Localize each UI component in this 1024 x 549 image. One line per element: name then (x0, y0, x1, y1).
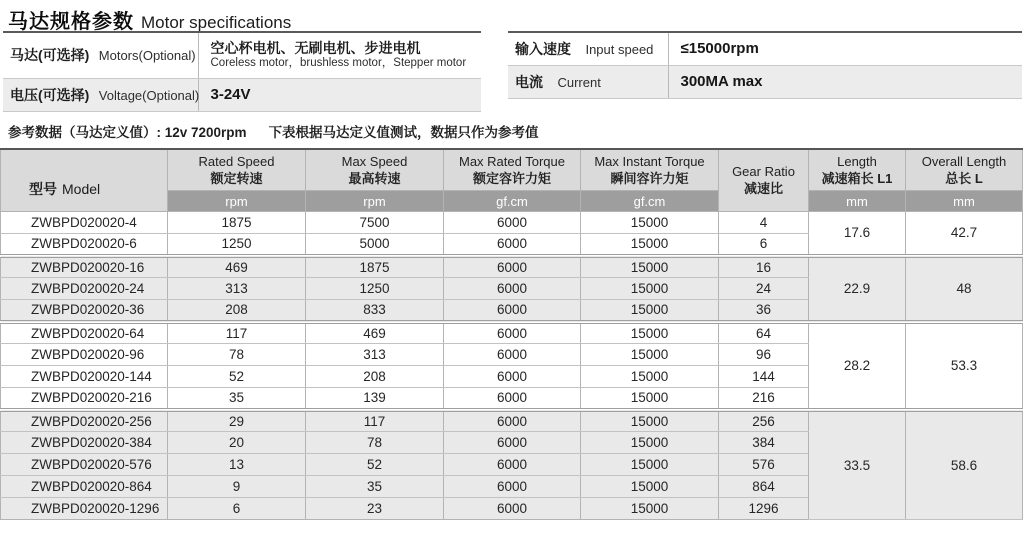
max-instant-torque-cell: 15000 (581, 256, 719, 278)
voltage-label-zh: 电压(可选择) (10, 86, 90, 103)
max-instant-torque-cell: 15000 (581, 278, 719, 300)
rated-speed-cell: 78 (168, 344, 306, 366)
length-l1-cell: 17.6 (809, 212, 906, 256)
electrical-info-table (508, 31, 1022, 99)
input-speed-value: ≤15000rpm (668, 32, 1022, 65)
motors-row (3, 32, 481, 78)
max-speed-cell: 5000 (306, 234, 444, 256)
rated-speed-header: Rated Speed 额定转速 (168, 149, 306, 191)
voltage-label (3, 78, 198, 111)
input-speed-label-zh: 输入速度 (515, 40, 571, 57)
reference-note (8, 121, 1024, 141)
model-cell: ZWBPD020020-216 (1, 388, 168, 410)
gear-ratio-cell: 24 (719, 278, 809, 300)
gear-ratio-cell: 144 (719, 366, 809, 388)
max-speed-cell: 23 (306, 498, 444, 520)
motor-info-table (3, 31, 481, 112)
motors-value-en: Coreless motor，brushless motor，Stepper motor (210, 57, 467, 70)
page-title (0, 0, 1024, 33)
length-l1-cell: 28.2 (809, 322, 906, 410)
length-l1-cell: 33.5 (809, 410, 906, 520)
gear-ratio-cell: 6 (719, 234, 809, 256)
max-instant-torque-cell: 15000 (581, 212, 719, 234)
rated-speed-cell: 6 (168, 498, 306, 520)
rated-speed-cell: 208 (168, 300, 306, 322)
current-label (508, 65, 668, 98)
gear-ratio-cell: 256 (719, 410, 809, 432)
model-cell: ZWBPD020020-6 (1, 234, 168, 256)
overall-length-unit: mm (906, 191, 1023, 212)
motors-label (3, 32, 198, 78)
overall-length-cell: 42.7 (906, 212, 1023, 256)
motors-value (198, 32, 481, 78)
voltage-value: 3-24V (198, 78, 481, 111)
page-title-zh: 马达规格参数 (8, 11, 134, 33)
max-speed-cell: 78 (306, 432, 444, 454)
max-instant-torque-cell: 15000 (581, 300, 719, 322)
model-cell: ZWBPD020020-144 (1, 366, 168, 388)
input-speed-label-en: Input speed (585, 41, 654, 57)
max-rated-torque-cell: 6000 (444, 432, 581, 454)
max-speed-cell: 469 (306, 322, 444, 344)
max-rated-torque-unit: gf.cm (444, 191, 581, 212)
page-title-en: Motor specifications (141, 13, 292, 32)
max-instant-torque-cell: 15000 (581, 498, 719, 520)
model-cell: ZWBPD020020-64 (1, 322, 168, 344)
max-instant-torque-cell: 15000 (581, 366, 719, 388)
max-rated-torque-cell: 6000 (444, 322, 581, 344)
max-rated-torque-cell: 6000 (444, 256, 581, 278)
rated-speed-cell: 1875 (168, 212, 306, 234)
motors-value-zh: 空心杯电机、无刷电机、步进电机 (210, 40, 421, 57)
voltage-row (3, 78, 481, 111)
max-speed-cell: 1250 (306, 278, 444, 300)
max-speed-cell: 208 (306, 366, 444, 388)
spec-row (1, 410, 1023, 432)
rated-speed-cell: 52 (168, 366, 306, 388)
max-instant-torque-cell: 15000 (581, 454, 719, 476)
rated-speed-cell: 1250 (168, 234, 306, 256)
spec-row (1, 256, 1023, 278)
max-rated-torque-cell: 6000 (444, 300, 581, 322)
max-instant-torque-cell: 15000 (581, 234, 719, 256)
max-speed-header: Max Speed 最高转速 (306, 149, 444, 191)
input-speed-label (508, 32, 668, 65)
rated-speed-cell: 117 (168, 322, 306, 344)
model-cell: ZWBPD020020-16 (1, 256, 168, 278)
max-rated-torque-cell: 6000 (444, 410, 581, 432)
model-column-header: 型号 Model (1, 149, 168, 212)
max-rated-torque-cell: 6000 (444, 388, 581, 410)
length-l1-cell: 22.9 (809, 256, 906, 322)
gear-ratio-cell: 96 (719, 344, 809, 366)
gear-ratio-cell: 16 (719, 256, 809, 278)
gear-ratio-cell: 864 (719, 476, 809, 498)
gear-ratio-header: Gear Ratio 减速比 (719, 149, 809, 212)
model-cell: ZWBPD020020-1296 (1, 498, 168, 520)
gear-ratio-cell: 64 (719, 322, 809, 344)
motors-label-en: Motors(Optional) (98, 48, 196, 64)
spec-table-header (1, 149, 1023, 212)
max-speed-cell: 313 (306, 344, 444, 366)
max-rated-torque-cell: 6000 (444, 278, 581, 300)
max-rated-torque-header: Max Rated Torque 额定容许力矩 (444, 149, 581, 191)
voltage-label-en: Voltage(Optional) (98, 87, 200, 103)
spec-table (0, 148, 1023, 521)
gear-ratio-cell: 216 (719, 388, 809, 410)
max-rated-torque-cell: 6000 (444, 476, 581, 498)
max-rated-torque-cell: 6000 (444, 234, 581, 256)
top-info-section (3, 31, 1024, 112)
current-value: 300MA max (668, 65, 1022, 98)
max-rated-torque-cell: 6000 (444, 366, 581, 388)
spec-row (1, 212, 1023, 234)
gear-ratio-cell: 4 (719, 212, 809, 234)
spec-table-body (1, 212, 1023, 520)
max-instant-torque-cell: 15000 (581, 476, 719, 498)
gear-ratio-cell: 576 (719, 454, 809, 476)
max-instant-torque-cell: 15000 (581, 410, 719, 432)
max-speed-cell: 117 (306, 410, 444, 432)
model-cell: ZWBPD020020-36 (1, 300, 168, 322)
max-rated-torque-cell: 6000 (444, 344, 581, 366)
length-unit: mm (809, 191, 906, 212)
rated-speed-cell: 13 (168, 454, 306, 476)
reference-note-values: 参考数据（马达定义值）: 12v 7200rpm (8, 124, 247, 140)
motors-label-zh: 马达(可选择) (10, 47, 90, 64)
max-speed-cell: 833 (306, 300, 444, 322)
max-speed-cell: 52 (306, 454, 444, 476)
overall-length-cell: 53.3 (906, 322, 1023, 410)
max-instant-torque-cell: 15000 (581, 432, 719, 454)
model-cell: ZWBPD020020-384 (1, 432, 168, 454)
rated-speed-cell: 9 (168, 476, 306, 498)
max-instant-torque-header: Max Instant Torque 瞬间容许力矩 (581, 149, 719, 191)
current-row (508, 65, 1022, 98)
max-instant-torque-unit: gf.cm (581, 191, 719, 212)
max-instant-torque-cell: 15000 (581, 322, 719, 344)
max-speed-cell: 7500 (306, 212, 444, 234)
overall-length-cell: 48 (906, 256, 1023, 322)
max-rated-torque-cell: 6000 (444, 498, 581, 520)
model-cell: ZWBPD020020-576 (1, 454, 168, 476)
gear-ratio-cell: 384 (719, 432, 809, 454)
reference-note-disclaimer: 下表根据马达定义值测试，数据只作为参考值 (268, 124, 539, 140)
current-label-en: Current (557, 74, 601, 90)
overall-length-header: Overall Length 总长 L (906, 149, 1023, 191)
header-row (1, 149, 1023, 191)
rated-speed-cell: 313 (168, 278, 306, 300)
length-header: Length 减速箱长 L1 (809, 149, 906, 191)
max-speed-cell: 139 (306, 388, 444, 410)
rated-speed-cell: 35 (168, 388, 306, 410)
model-cell: ZWBPD020020-96 (1, 344, 168, 366)
rated-speed-cell: 20 (168, 432, 306, 454)
gear-ratio-cell: 36 (719, 300, 809, 322)
max-rated-torque-cell: 6000 (444, 212, 581, 234)
gear-ratio-cell: 1296 (719, 498, 809, 520)
current-label-zh: 电流 (515, 73, 543, 90)
model-cell: ZWBPD020020-256 (1, 410, 168, 432)
rated-speed-unit: rpm (168, 191, 306, 212)
max-instant-torque-cell: 15000 (581, 388, 719, 410)
model-cell: ZWBPD020020-864 (1, 476, 168, 498)
model-cell: ZWBPD020020-24 (1, 278, 168, 300)
max-speed-cell: 35 (306, 476, 444, 498)
input-speed-row (508, 32, 1022, 65)
max-speed-unit: rpm (306, 191, 444, 212)
rated-speed-cell: 29 (168, 410, 306, 432)
max-rated-torque-cell: 6000 (444, 454, 581, 476)
overall-length-cell: 58.6 (906, 410, 1023, 520)
model-cell: ZWBPD020020-4 (1, 212, 168, 234)
spec-row (1, 322, 1023, 344)
max-instant-torque-cell: 15000 (581, 344, 719, 366)
max-speed-cell: 1875 (306, 256, 444, 278)
rated-speed-cell: 469 (168, 256, 306, 278)
